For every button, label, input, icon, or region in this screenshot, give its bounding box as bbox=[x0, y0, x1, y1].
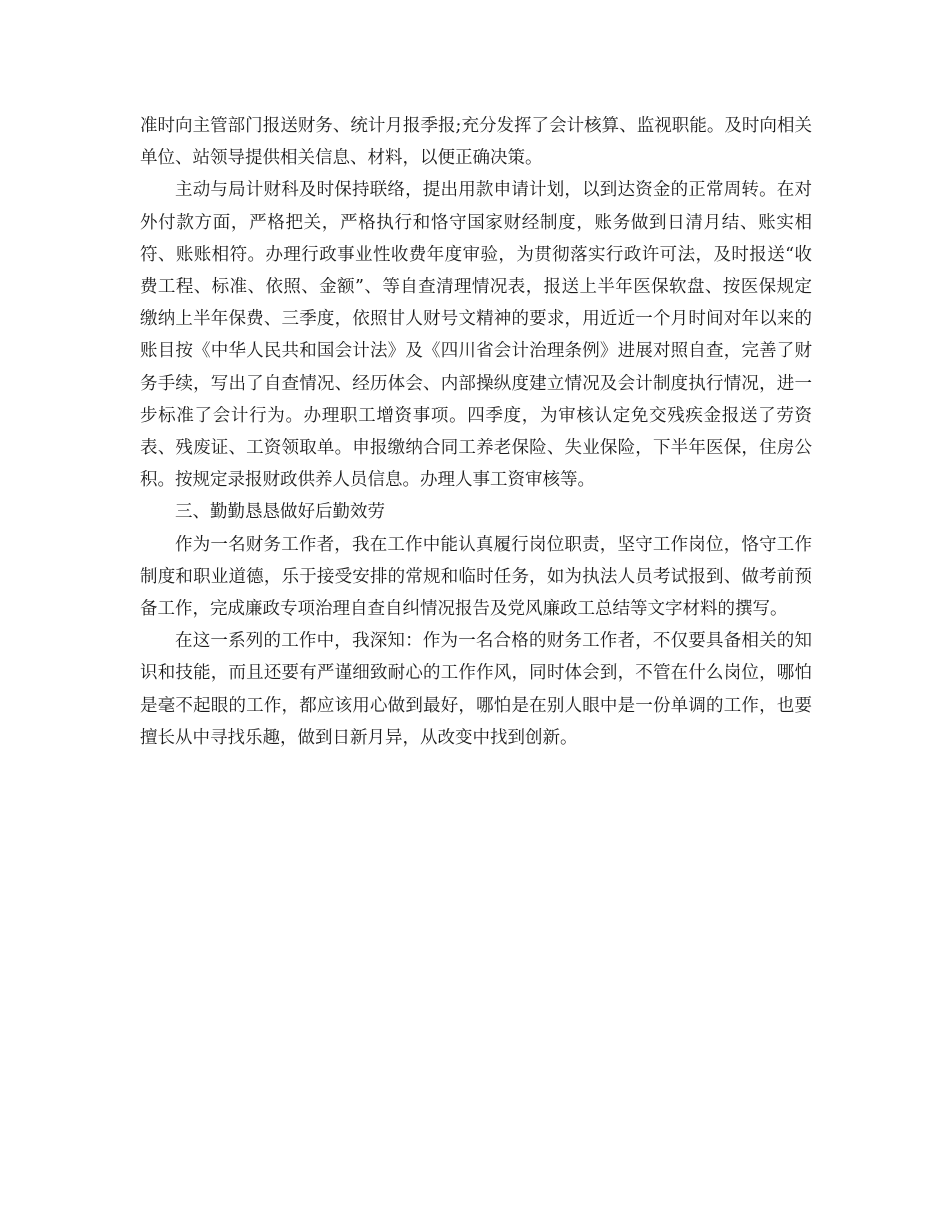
section-heading: 三、勤勤恳恳做好后勤效劳 bbox=[175, 502, 385, 523]
paragraph-reflection: 在这一系列的工作中，我深知：作为一名合格的财务工作者，不仅要具备相关的知识和技能，而且还要有严谨细致耐心的工作作风，同时体会到，不管在什么岗位，哪怕是毫不起眼的工作，都应该用心做到最好，哪怕是在别人眼中是一份单调的工作，也要擅长从中寻找乐趣，做到日新月异，从改变中找到创新。 bbox=[140, 631, 812, 748]
paragraph-continuation: 准时向主管部门报送财务、统计月报季报;充分发挥了会计核算、监视职能。及时向相关单位、站领导提供相关信息、材料，以便正确决策。 bbox=[140, 116, 812, 169]
paragraph-fund-management: 主动与局计财科及时保持联络，提出用款申请计划，以到达资金的正常周转。在对外付款方面，严格把关，严格执行和恪守国家财经制度，账务做到日清月结、账实相符、账账相符。办理行政事业性收费年度审验，为贯彻落实行政许可法，及时报送“收费工程、标准、依照、金额”、等自查清理情况表，报送上半年医保软盘、按医保规定缴纳上半年保费、三季度，依照甘人财号文精神的要求，用近近一个月时间对年以来的账目按《中华人民共和国会计法》及《四川省会计治理条例》进展对照自查，完善了财务手续，写出了自查情况、经历体会、内部操纵度建立情况及会计制度执行情况，进一步标准了会计行为。办理职工增资事项。四季度，为审核认定免交残疾金报送了劳资表、残废证、工资领取单。申报缴纳合同工养老保险、失业保险，下半年医保，住房公积。按规定录报财政供养人员信息。办理人事工资审核等。 bbox=[140, 180, 812, 491]
paragraph-duties: 作为一名财务工作者，我在工作中能认真履行岗位职责，坚守工作岗位，恪守工作制度和职业道德，乐于接受安排的常规和临时任务，如为执法人员考试报到、做考前预备工作，完成廉政专项治理自查自纠情况报告及党风廉政工总结等文字材料的撰写。 bbox=[140, 534, 812, 620]
document-page bbox=[140, 110, 812, 754]
